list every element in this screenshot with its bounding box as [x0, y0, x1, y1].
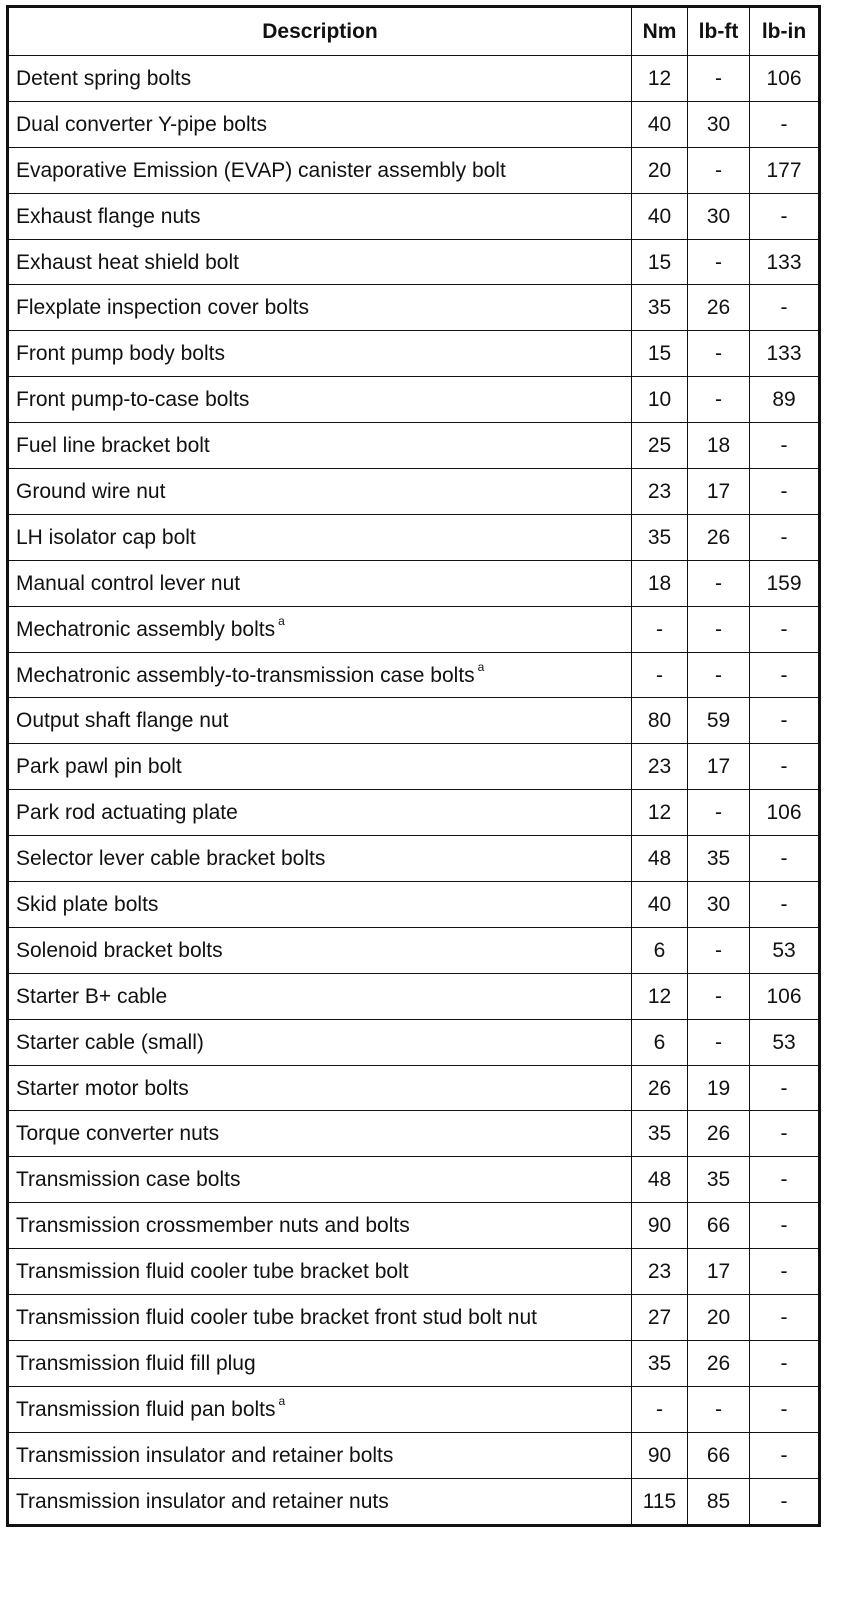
- header-lb-ft: lb-ft: [688, 7, 750, 56]
- table-row: [8, 1157, 820, 1203]
- cell-nm: 90: [632, 1203, 688, 1249]
- cell-lb-ft: 26: [688, 1340, 750, 1386]
- cell-lb-in: -: [750, 1065, 820, 1111]
- cell-nm: 35: [632, 1340, 688, 1386]
- cell-description: [8, 331, 632, 377]
- header-nm: Nm: [632, 7, 688, 56]
- description-text: Ground wire nut: [16, 479, 166, 503]
- cell-description: [8, 1065, 632, 1111]
- cell-lb-ft: -: [688, 1386, 750, 1432]
- cell-lb-in: 53: [750, 927, 820, 973]
- cell-description: [8, 1249, 632, 1295]
- cell-description: [8, 1157, 632, 1203]
- description-text: Output shaft flange nut: [16, 709, 229, 733]
- cell-nm: 40: [632, 101, 688, 147]
- cell-lb-ft: 17: [688, 744, 750, 790]
- table-row: [8, 1295, 820, 1341]
- cell-lb-in: -: [750, 101, 820, 147]
- cell-description: [8, 193, 632, 239]
- description-text: Front pump body bolts: [16, 342, 225, 366]
- description-text: Evaporative Emission (EVAP) canister assembly bolt: [16, 158, 506, 182]
- description-text: Fuel line bracket bolt: [16, 434, 210, 458]
- cell-description: [8, 1203, 632, 1249]
- cell-nm: 23: [632, 1249, 688, 1295]
- cell-nm: -: [632, 652, 688, 698]
- cell-lb-in: -: [750, 1386, 820, 1432]
- cell-description: [8, 560, 632, 606]
- description-text: Flexplate inspection cover bolts: [16, 296, 309, 320]
- cell-nm: 12: [632, 790, 688, 836]
- cell-description: [8, 239, 632, 285]
- cell-nm: 12: [632, 973, 688, 1019]
- cell-nm: -: [632, 606, 688, 652]
- cell-lb-in: -: [750, 423, 820, 469]
- cell-lb-in: -: [750, 1157, 820, 1203]
- description-text: Starter motor bolts: [16, 1076, 189, 1100]
- description-text: Transmission fluid fill plug: [16, 1351, 256, 1375]
- table-row: [8, 239, 820, 285]
- cell-description: [8, 377, 632, 423]
- cell-lb-in: 53: [750, 1019, 820, 1065]
- cell-nm: 35: [632, 514, 688, 560]
- cell-description: [8, 1478, 632, 1525]
- cell-lb-ft: 85: [688, 1478, 750, 1525]
- header-description: Description: [8, 7, 632, 56]
- description-text: Park rod actuating plate: [16, 801, 238, 825]
- cell-description: [8, 1340, 632, 1386]
- cell-lb-ft: -: [688, 973, 750, 1019]
- cell-lb-in: 159: [750, 560, 820, 606]
- table-row: [8, 927, 820, 973]
- description-text: LH isolator cap bolt: [16, 525, 196, 549]
- cell-nm: 23: [632, 744, 688, 790]
- cell-lb-ft: 18: [688, 423, 750, 469]
- description-text: Transmission fluid cooler tube bracket front stud bolt nut: [16, 1305, 537, 1329]
- cell-lb-in: -: [750, 606, 820, 652]
- cell-lb-ft: 35: [688, 836, 750, 882]
- cell-lb-ft: 19: [688, 1065, 750, 1111]
- table-row: [8, 973, 820, 1019]
- cell-lb-in: 177: [750, 147, 820, 193]
- table-row: [8, 56, 820, 102]
- cell-lb-in: -: [750, 1111, 820, 1157]
- cell-lb-in: -: [750, 514, 820, 560]
- cell-nm: 6: [632, 1019, 688, 1065]
- cell-description: [8, 790, 632, 836]
- cell-lb-ft: 26: [688, 1111, 750, 1157]
- cell-lb-ft: 30: [688, 882, 750, 928]
- description-text: Front pump-to-case bolts: [16, 388, 250, 412]
- description-text: Transmission fluid cooler tube bracket bolt: [16, 1260, 409, 1284]
- cell-description: [8, 147, 632, 193]
- cell-lb-ft: -: [688, 331, 750, 377]
- footnote-marker: a: [477, 659, 485, 674]
- cell-lb-ft: -: [688, 1019, 750, 1065]
- table-row: [8, 469, 820, 515]
- cell-lb-in: 106: [750, 56, 820, 102]
- cell-nm: 48: [632, 836, 688, 882]
- cell-lb-in: 106: [750, 790, 820, 836]
- description-text: Skid plate bolts: [16, 892, 159, 916]
- cell-lb-in: -: [750, 1340, 820, 1386]
- cell-lb-ft: -: [688, 927, 750, 973]
- cell-lb-in: 133: [750, 331, 820, 377]
- description-text: Transmission insulator and retainer bolts: [16, 1443, 394, 1467]
- cell-nm: 35: [632, 1111, 688, 1157]
- table-row: [8, 1432, 820, 1478]
- cell-lb-in: -: [750, 836, 820, 882]
- cell-lb-ft: 17: [688, 1249, 750, 1295]
- cell-lb-ft: 17: [688, 469, 750, 515]
- description-text: Solenoid bracket bolts: [16, 938, 223, 962]
- cell-description: [8, 101, 632, 147]
- cell-description: [8, 973, 632, 1019]
- description-text: Starter cable (small): [16, 1030, 204, 1054]
- cell-description: [8, 469, 632, 515]
- cell-nm: 25: [632, 423, 688, 469]
- cell-lb-ft: 26: [688, 514, 750, 560]
- table-row: [8, 606, 820, 652]
- cell-nm: 35: [632, 285, 688, 331]
- cell-description: [8, 744, 632, 790]
- torque-spec-table: [6, 5, 821, 1527]
- cell-description: [8, 1111, 632, 1157]
- cell-description: [8, 1386, 632, 1432]
- cell-description: [8, 927, 632, 973]
- cell-nm: 40: [632, 882, 688, 928]
- table-row: [8, 514, 820, 560]
- cell-nm: 12: [632, 56, 688, 102]
- cell-nm: 18: [632, 560, 688, 606]
- cell-description: [8, 698, 632, 744]
- table-row: [8, 147, 820, 193]
- cell-lb-ft: 59: [688, 698, 750, 744]
- table-row: [8, 1340, 820, 1386]
- cell-lb-in: -: [750, 469, 820, 515]
- table-row: [8, 744, 820, 790]
- cell-nm: -: [632, 1386, 688, 1432]
- cell-lb-ft: 30: [688, 101, 750, 147]
- description-text: Exhaust flange nuts: [16, 204, 201, 228]
- description-text: Exhaust heat shield bolt: [16, 250, 239, 274]
- description-text: Park pawl pin bolt: [16, 755, 182, 779]
- cell-description: [8, 56, 632, 102]
- cell-lb-ft: -: [688, 147, 750, 193]
- cell-lb-in: -: [750, 1249, 820, 1295]
- footnote-marker: a: [278, 613, 285, 628]
- table-row: [8, 1478, 820, 1525]
- table-row: [8, 698, 820, 744]
- cell-nm: 80: [632, 698, 688, 744]
- cell-lb-ft: 20: [688, 1295, 750, 1341]
- description-text: Manual control lever nut: [16, 571, 241, 595]
- cell-lb-ft: -: [688, 239, 750, 285]
- cell-nm: 6: [632, 927, 688, 973]
- cell-lb-in: 89: [750, 377, 820, 423]
- description-text: Dual converter Y-pipe bolts: [16, 112, 267, 136]
- cell-lb-ft: 66: [688, 1203, 750, 1249]
- cell-description: [8, 1295, 632, 1341]
- description-text: Torque converter nuts: [16, 1122, 220, 1146]
- table-row: [8, 1203, 820, 1249]
- cell-nm: 115: [632, 1478, 688, 1525]
- cell-lb-in: 133: [750, 239, 820, 285]
- table-row: [8, 790, 820, 836]
- table-row: [8, 101, 820, 147]
- cell-lb-ft: -: [688, 790, 750, 836]
- table-row: [8, 1386, 820, 1432]
- description-text: Mechatronic assembly bolts: [16, 617, 276, 641]
- cell-lb-in: -: [750, 652, 820, 698]
- cell-lb-ft: 66: [688, 1432, 750, 1478]
- description-text: Transmission case bolts: [16, 1168, 241, 1192]
- cell-description: [8, 1432, 632, 1478]
- cell-nm: 15: [632, 331, 688, 377]
- cell-lb-ft: 26: [688, 285, 750, 331]
- table-row: [8, 193, 820, 239]
- description-text: Transmission crossmember nuts and bolts: [16, 1214, 410, 1238]
- footnote-marker: a: [278, 1393, 286, 1408]
- cell-lb-ft: 35: [688, 1157, 750, 1203]
- cell-description: [8, 1019, 632, 1065]
- cell-lb-in: -: [750, 1203, 820, 1249]
- header-row: [8, 7, 820, 56]
- cell-nm: 10: [632, 377, 688, 423]
- cell-lb-ft: -: [688, 560, 750, 606]
- description-text: Starter B+ cable: [16, 984, 168, 1008]
- description-text: Transmission fluid pan bolts: [16, 1397, 276, 1421]
- cell-description: [8, 882, 632, 928]
- cell-nm: 27: [632, 1295, 688, 1341]
- header-lb-in: lb-in: [750, 7, 820, 56]
- cell-lb-in: -: [750, 1478, 820, 1525]
- cell-lb-in: -: [750, 1295, 820, 1341]
- cell-lb-ft: 30: [688, 193, 750, 239]
- description-text: Selector lever cable bracket bolts: [16, 847, 326, 871]
- cell-description: [8, 514, 632, 560]
- cell-nm: 23: [632, 469, 688, 515]
- cell-nm: 20: [632, 147, 688, 193]
- table-row: [8, 377, 820, 423]
- table-body: [8, 56, 820, 1526]
- cell-lb-ft: -: [688, 606, 750, 652]
- cell-lb-in: -: [750, 744, 820, 790]
- table-row: [8, 882, 820, 928]
- cell-description: [8, 836, 632, 882]
- cell-nm: 15: [632, 239, 688, 285]
- table-row: [8, 423, 820, 469]
- cell-lb-ft: -: [688, 652, 750, 698]
- cell-nm: 90: [632, 1432, 688, 1478]
- cell-lb-in: -: [750, 193, 820, 239]
- cell-nm: 48: [632, 1157, 688, 1203]
- table-row: [8, 1111, 820, 1157]
- cell-lb-in: -: [750, 285, 820, 331]
- table-row: [8, 560, 820, 606]
- cell-lb-in: -: [750, 698, 820, 744]
- cell-nm: 40: [632, 193, 688, 239]
- table-row: [8, 1065, 820, 1111]
- cell-lb-in: -: [750, 882, 820, 928]
- description-text: Detent spring bolts: [16, 66, 192, 90]
- table-row: [8, 836, 820, 882]
- description-text: Mechatronic assembly-to-transmission case bolts: [16, 663, 475, 687]
- cell-nm: 26: [632, 1065, 688, 1111]
- cell-description: [8, 285, 632, 331]
- cell-description: [8, 606, 632, 652]
- table-header: [8, 7, 820, 56]
- cell-lb-ft: -: [688, 56, 750, 102]
- table-row: [8, 285, 820, 331]
- cell-lb-in: -: [750, 1432, 820, 1478]
- description-text: Transmission insulator and retainer nuts: [16, 1489, 389, 1513]
- table-row: [8, 331, 820, 377]
- cell-lb-ft: -: [688, 377, 750, 423]
- table-row: [8, 652, 820, 698]
- cell-description: [8, 423, 632, 469]
- table-row: [8, 1249, 820, 1295]
- table-row: [8, 1019, 820, 1065]
- cell-lb-in: 106: [750, 973, 820, 1019]
- cell-description: [8, 652, 632, 698]
